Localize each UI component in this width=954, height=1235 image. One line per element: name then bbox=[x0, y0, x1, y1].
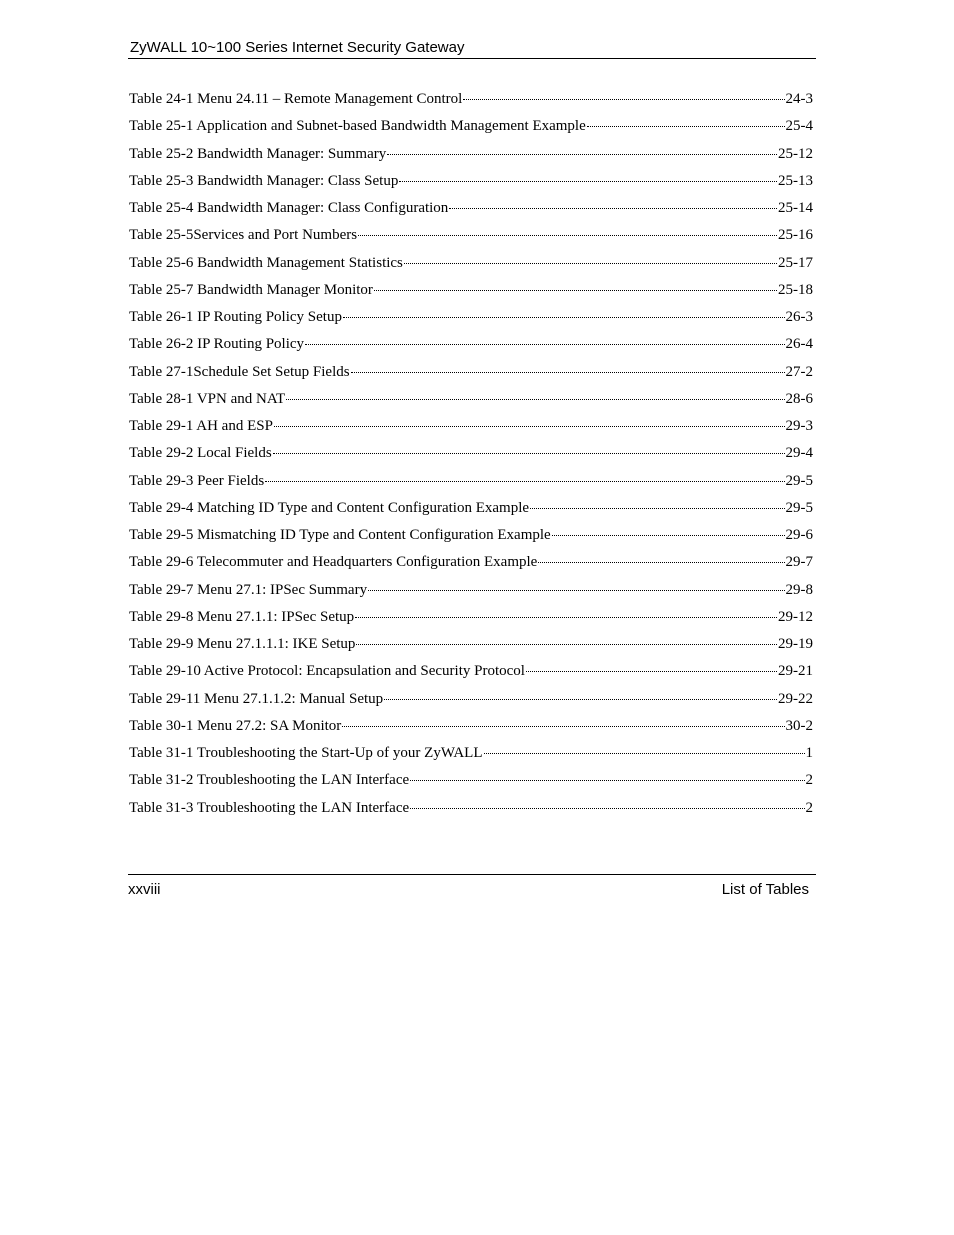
dot-leader bbox=[530, 507, 784, 509]
toc-entry-label: Table 29-7 Menu 27.1: IPSec Summary bbox=[129, 581, 368, 598]
dot-leader bbox=[449, 207, 777, 209]
toc-entry-page: 29-5 bbox=[785, 472, 813, 489]
toc-entry-page: 25-16 bbox=[778, 227, 813, 244]
dot-leader bbox=[358, 234, 777, 236]
dot-leader bbox=[404, 262, 777, 264]
toc-entry-label: Table 31-3 Troubleshooting the LAN Interface bbox=[129, 799, 410, 816]
toc-entry[interactable] bbox=[129, 88, 813, 115]
toc-entry[interactable] bbox=[129, 361, 813, 388]
toc-entry-page: 29-6 bbox=[785, 527, 813, 543]
toc-entry[interactable] bbox=[129, 388, 813, 415]
list-of-tables bbox=[129, 88, 813, 824]
toc-entry-label: Table 25-5Services and Port Numbers bbox=[129, 227, 358, 244]
toc-entry-page: 29-12 bbox=[778, 608, 813, 625]
toc-entry[interactable] bbox=[129, 688, 813, 715]
toc-entry-label: Table 25-3 Bandwidth Manager: Class Setup bbox=[129, 172, 399, 189]
toc-entry[interactable] bbox=[129, 442, 813, 469]
dot-leader bbox=[387, 153, 777, 155]
toc-entry-label: Table 25-2 Bandwidth Manager: Summary bbox=[129, 145, 387, 162]
toc-entry[interactable] bbox=[129, 306, 813, 333]
toc-entry-label: Table 31-2 Troubleshooting the LAN Interface bbox=[129, 772, 410, 789]
toc-entry[interactable] bbox=[129, 524, 813, 551]
toc-entry[interactable] bbox=[129, 579, 813, 606]
dot-leader bbox=[265, 480, 784, 482]
toc-entry-label: Table 25-1 Application and Subnet-based Bandwidth Management Example bbox=[129, 118, 586, 135]
toc-entry-page: 29-21 bbox=[778, 663, 813, 680]
toc-entry-page: 29-7 bbox=[785, 554, 813, 571]
toc-entry-label: Table 29-4 Matching ID Type and Content Configuration Example bbox=[129, 499, 530, 516]
toc-entry[interactable] bbox=[129, 660, 813, 687]
toc-entry[interactable] bbox=[129, 470, 813, 497]
toc-entry-label: Table 29-9 Menu 27.1.1.1: IKE Setup bbox=[129, 636, 356, 652]
toc-entry[interactable] bbox=[129, 252, 813, 279]
dot-leader bbox=[538, 561, 784, 563]
toc-entry-label: Table 30-1 Menu 27.2: SA Monitor bbox=[129, 717, 342, 734]
dot-leader bbox=[305, 343, 784, 345]
dot-leader bbox=[374, 289, 777, 291]
toc-entry-page: 26-4 bbox=[785, 336, 813, 353]
toc-entry[interactable] bbox=[129, 170, 813, 197]
dot-leader bbox=[399, 180, 777, 182]
dot-leader bbox=[342, 725, 784, 727]
dot-leader bbox=[587, 125, 785, 127]
toc-entry-page: 30-2 bbox=[785, 717, 813, 734]
dot-leader bbox=[343, 316, 785, 318]
toc-entry-page: 29-22 bbox=[778, 690, 813, 707]
page-number: xxviii bbox=[128, 881, 161, 898]
dot-leader bbox=[526, 670, 777, 672]
dot-leader bbox=[273, 452, 785, 454]
toc-entry[interactable] bbox=[129, 742, 813, 769]
document-title: ZyWALL 10~100 Series Internet Security Gateway bbox=[130, 39, 465, 56]
toc-entry-page: 29-3 bbox=[785, 418, 813, 434]
section-name: List of Tables bbox=[721, 881, 809, 898]
toc-entry-label: Table 25-7 Bandwidth Manager Monitor bbox=[129, 281, 373, 298]
toc-entry-page: 27-2 bbox=[785, 363, 813, 380]
dot-leader bbox=[463, 98, 784, 100]
toc-entry-page: 28-6 bbox=[785, 390, 813, 407]
dot-leader bbox=[356, 643, 777, 645]
toc-entry[interactable] bbox=[129, 551, 813, 578]
toc-entry-page: 29-4 bbox=[785, 445, 813, 462]
toc-entry[interactable] bbox=[129, 769, 813, 796]
dot-leader bbox=[552, 534, 785, 536]
page-footer bbox=[128, 874, 816, 898]
dot-leader bbox=[355, 616, 777, 618]
toc-entry-page: 2 bbox=[805, 799, 813, 816]
toc-entry-page: 29-5 bbox=[785, 499, 813, 516]
toc-entry-label: Table 25-6 Bandwidth Management Statistics bbox=[129, 254, 403, 271]
toc-entry-label: Table 29-1 AH and ESP bbox=[129, 418, 273, 434]
toc-entry[interactable] bbox=[129, 497, 813, 524]
toc-entry-label: Table 26-1 IP Routing Policy Setup bbox=[129, 309, 342, 325]
toc-entry[interactable] bbox=[129, 797, 813, 824]
toc-entry[interactable] bbox=[129, 279, 813, 306]
toc-entry-label: Table 29-6 Telecommuter and Headquarters Configuration Example bbox=[129, 554, 538, 571]
toc-entry-label: Table 29-3 Peer Fields bbox=[129, 472, 265, 489]
toc-entry-page: 25-17 bbox=[778, 254, 813, 271]
toc-entry[interactable] bbox=[129, 715, 813, 742]
toc-entry-label: Table 29-5 Mismatching ID Type and Content Configuration Example bbox=[129, 527, 551, 543]
page-header bbox=[128, 37, 816, 59]
toc-entry[interactable] bbox=[129, 415, 813, 442]
toc-entry[interactable] bbox=[129, 633, 813, 660]
toc-entry-label: Table 25-4 Bandwidth Manager: Class Configuration bbox=[129, 200, 449, 216]
toc-entry-label: Table 29-2 Local Fields bbox=[129, 445, 272, 462]
toc-entry-page: 26-3 bbox=[785, 309, 813, 325]
dot-leader bbox=[384, 698, 777, 700]
toc-entry-label: Table 26-2 IP Routing Policy bbox=[129, 336, 305, 353]
dot-leader bbox=[484, 752, 805, 754]
toc-entry[interactable] bbox=[129, 224, 813, 251]
dot-leader bbox=[286, 398, 784, 400]
toc-entry[interactable] bbox=[129, 115, 813, 142]
toc-entry-label: Table 31-1 Troubleshooting the Start-Up of your ZyWALL bbox=[129, 745, 483, 761]
toc-entry-page: 1 bbox=[805, 745, 813, 761]
toc-entry[interactable] bbox=[129, 143, 813, 170]
toc-entry-label: Table 27-1Schedule Set Setup Fields bbox=[129, 363, 350, 380]
toc-entry-page: 2 bbox=[805, 772, 813, 789]
dot-leader bbox=[351, 371, 785, 373]
toc-entry-page: 29-19 bbox=[778, 636, 813, 652]
dot-leader bbox=[274, 425, 785, 427]
toc-entry[interactable] bbox=[129, 333, 813, 360]
toc-entry-label: Table 29-8 Menu 27.1.1: IPSec Setup bbox=[129, 608, 355, 625]
toc-entry-page: 25-13 bbox=[778, 172, 813, 189]
toc-entry-page: 29-8 bbox=[785, 581, 813, 598]
toc-entry-label: Table 29-10 Active Protocol: Encapsulation and Security Protocol bbox=[129, 663, 525, 680]
toc-entry-page: 25-14 bbox=[778, 200, 813, 216]
dot-leader bbox=[410, 779, 804, 781]
toc-entry[interactable] bbox=[129, 606, 813, 633]
toc-entry-label: Table 24-1 Menu 24.11 – Remote Management Control bbox=[129, 91, 463, 107]
dot-leader bbox=[410, 807, 804, 809]
toc-entry-label: Table 29-11 Menu 27.1.1.2: Manual Setup bbox=[129, 690, 384, 707]
toc-entry[interactable] bbox=[129, 197, 813, 224]
dot-leader bbox=[368, 589, 784, 591]
toc-entry-page: 24-3 bbox=[785, 91, 813, 107]
toc-entry-page: 25-4 bbox=[785, 118, 813, 135]
toc-entry-label: Table 28-1 VPN and NAT bbox=[129, 390, 286, 407]
toc-entry-page: 25-18 bbox=[778, 281, 813, 298]
toc-entry-page: 25-12 bbox=[778, 145, 813, 162]
